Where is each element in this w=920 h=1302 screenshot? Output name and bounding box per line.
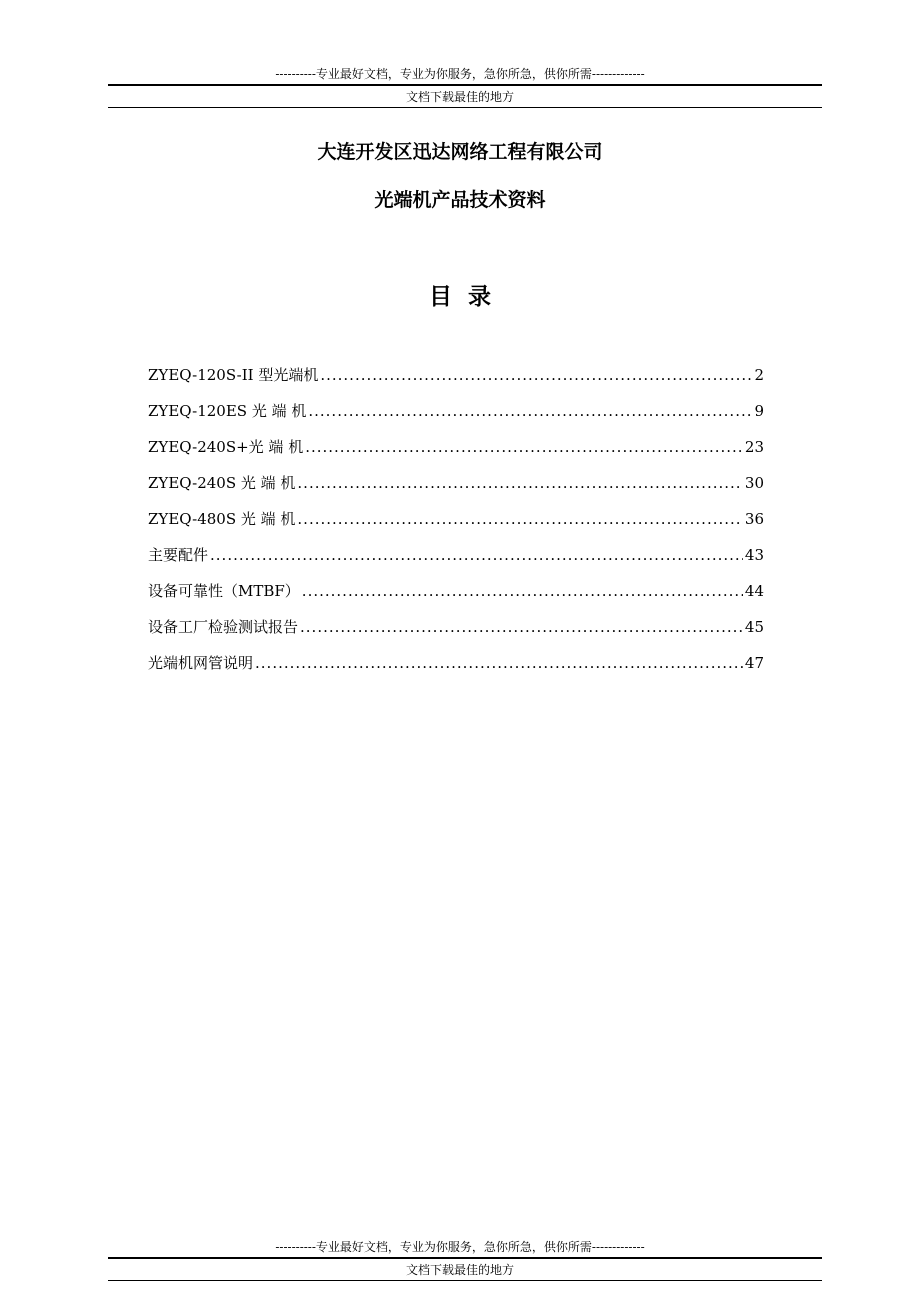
toc-leader-dots	[210, 544, 743, 566]
toc-entry-page: 45	[744, 618, 764, 636]
toc-entry-title: ZYEQ-480S 光 端 机	[148, 510, 296, 528]
toc-entry[interactable]	[148, 652, 764, 688]
toc-leader-dots	[320, 364, 752, 386]
footer-rule-bottom	[108, 1280, 822, 1281]
header-tagline: 文档下载最佳的地方	[405, 90, 514, 104]
document-subtitle: 光端机产品技术资料	[374, 189, 546, 211]
toc-leader-dots	[297, 508, 743, 530]
toc-list	[148, 364, 764, 688]
toc-entry[interactable]	[148, 436, 764, 472]
toc-entry-title: 主要配件	[148, 546, 209, 564]
footer-tagline: 文档下载最佳的地方	[405, 1263, 514, 1277]
toc-entry[interactable]	[148, 616, 764, 652]
toc-leader-dots	[308, 400, 752, 422]
toc-entry-title: 设备工厂检验测试报告	[148, 618, 299, 636]
header-slogan: ----------专业最好文档，专业为你服务，急你所急，供你所需-------------	[275, 67, 645, 81]
toc-entry[interactable]	[148, 580, 764, 616]
company-title: 大连开发区迅达网络工程有限公司	[317, 141, 603, 163]
footer-slogan: ----------专业最好文档，专业为你服务，急你所急，供你所需-------------	[275, 1240, 645, 1254]
toc-entry-page: 44	[744, 582, 764, 600]
footer-rule-top	[108, 1257, 822, 1259]
toc-entry-page: 23	[744, 438, 764, 456]
toc-entry-title: 光端机网管说明	[148, 654, 254, 672]
toc-entry[interactable]	[148, 544, 764, 580]
toc-entry-page: 36	[744, 510, 764, 528]
header-rule-top	[108, 84, 822, 86]
toc-leader-dots	[300, 616, 743, 638]
toc-entry-page: 43	[744, 546, 764, 564]
toc-entry-title: 设备可靠性（MTBF）	[148, 582, 300, 600]
toc-leader-dots	[297, 472, 743, 494]
toc-entry-title: ZYEQ-120S-II 型光端机	[148, 366, 319, 384]
toc-entry-title: ZYEQ-240S+光 端 机	[148, 438, 304, 456]
toc-leader-dots	[305, 436, 743, 458]
toc-entry[interactable]	[148, 400, 764, 436]
toc-heading: 目录	[429, 284, 507, 310]
toc-entry[interactable]	[148, 364, 764, 400]
toc-entry[interactable]	[148, 508, 764, 544]
toc-entry-page: 2	[754, 366, 764, 384]
toc-entry-page: 30	[744, 474, 764, 492]
toc-entry-page: 47	[744, 654, 764, 672]
header-rule-bottom	[108, 107, 822, 108]
toc-leader-dots	[302, 580, 743, 602]
toc-leader-dots	[255, 652, 743, 674]
toc-entry-title: ZYEQ-120ES 光 端 机	[148, 402, 307, 420]
toc-entry[interactable]	[148, 472, 764, 508]
toc-entry-page: 9	[754, 402, 764, 420]
toc-entry-title: ZYEQ-240S 光 端 机	[148, 474, 296, 492]
